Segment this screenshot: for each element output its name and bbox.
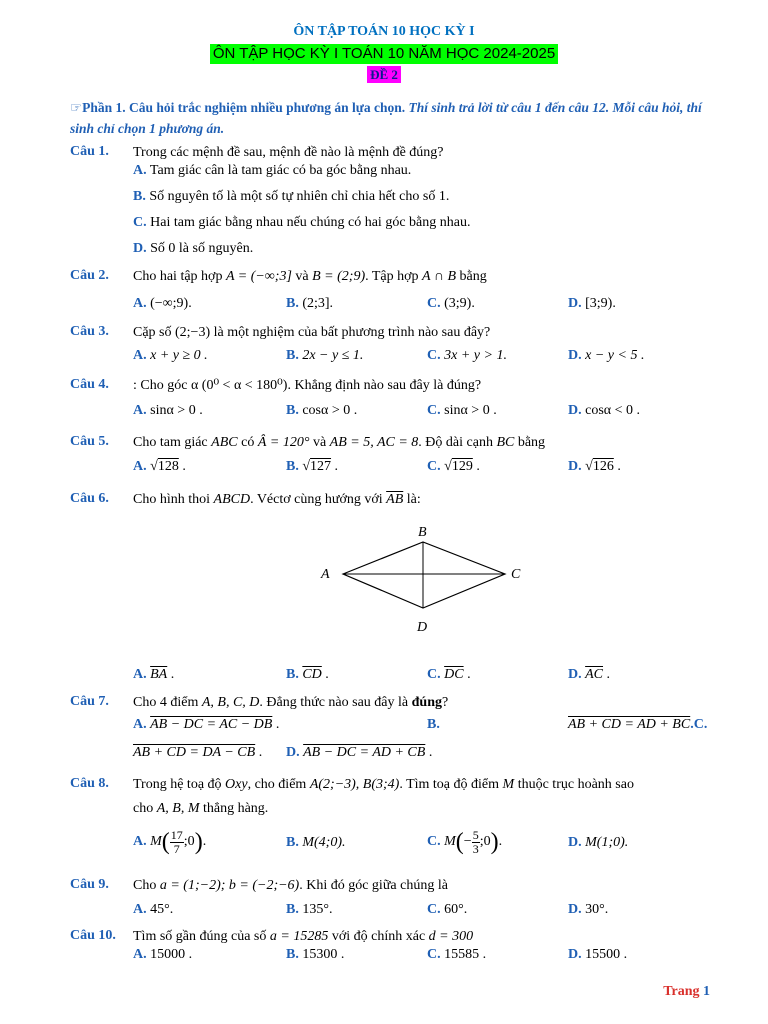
q8-option-a[interactable]: A. M( $\frac{17}{7}$ ;0). (133, 827, 207, 856)
doc-title: ÔN TẬP TOÁN 10 HỌC KỲ I (293, 24, 475, 39)
q3-option-d[interactable]: D. x − y < 5 . (568, 348, 645, 363)
rhombus-diagram (315, 520, 535, 640)
part-heading: Phần 1. Câu hỏi trắc nghiệm nhiều phương án lựa chọn. (82, 100, 406, 115)
q8-option-c[interactable]: C. M(− $\frac{5}{3}$ ;0). (427, 827, 503, 856)
q4-option-d[interactable]: D. cosα < 0 . (568, 403, 641, 418)
q9-label: Câu 9. (70, 877, 109, 892)
q10-option-d[interactable]: D. 15500 . (568, 947, 628, 962)
q2-option-b[interactable]: B. (2;3]. (286, 296, 334, 311)
q2-label: Câu 2. (70, 268, 109, 283)
q7-option-d[interactable]: D. AB − DC = AD + CB . (286, 745, 433, 760)
q7-option-a[interactable]: A. AB − DC = AC − DB . (133, 717, 280, 732)
q7-text: Cho 4 điểm A, B, C, D. Đẳng thức nào sau đây là đúng? (133, 695, 449, 710)
q4-label: Câu 4. (70, 377, 109, 392)
page-number: Trang 1 (663, 984, 710, 999)
q8-option-d[interactable]: D. M(1;0). (568, 835, 629, 850)
q5-option-b[interactable]: B. √127 . (286, 459, 339, 474)
q3-option-a[interactable]: A. x + y ≥ 0 . (133, 348, 208, 363)
q4-option-c[interactable]: C. sinα > 0 . (427, 403, 497, 418)
rhombus-shape (343, 542, 505, 608)
q7-option-c[interactable]: AB + CD = DA − CB . (133, 745, 263, 760)
part-instruction: Thí sinh trả lời từ câu 1 đến câu 12. Mỗi câu hỏi, thí sinh chỉ chọn 1 phương án. (70, 100, 702, 136)
q2-option-a[interactable]: A. (−∞;9). (133, 296, 192, 311)
q4-text: : Cho góc α (0⁰ < α < 180⁰). Khẳng định nào sau đây là đúng? (133, 378, 482, 393)
q5-option-a[interactable]: A. √128 . (133, 459, 186, 474)
q6-option-c[interactable]: C. $\overline{DC}$ . (427, 667, 471, 682)
q8-option-b[interactable]: B. M(4;0). (286, 835, 346, 850)
q1-label: Câu 1. (70, 144, 109, 159)
q4-option-a[interactable]: A. sinα > 0 . (133, 403, 203, 418)
q9-option-d[interactable]: D. 30°. (568, 902, 609, 917)
exam-code: ĐỀ 2 (367, 66, 401, 83)
q3-option-b[interactable]: B. 2x − y ≤ 1. (286, 348, 364, 363)
q2-text: Cho hai tập hợp A = (−∞;3] và B = (2;9). Tập hợp A ∩ B bằng (133, 269, 487, 284)
q6-option-a[interactable]: A. $\overline{BA}$ . (133, 667, 175, 682)
pointing-hand-icon: ☞ (70, 100, 83, 115)
q4-option-b[interactable]: B. cosα > 0 . (286, 403, 358, 418)
q10-option-c[interactable]: C. 15585 . (427, 947, 487, 962)
q9-text: Cho a = (1;−2); b = (−2;−6). Khi đó góc giữa chúng là (133, 878, 448, 893)
q2-option-d[interactable]: D. [3;9). (568, 296, 616, 311)
q1-option-b[interactable]: B. Số nguyên tố là một số tự nhiên chỉ chia hết cho số 1. (133, 189, 450, 204)
q8-text-line2: cho A, B, M thẳng hàng. (133, 801, 269, 816)
q7-option-b-label[interactable]: B. (427, 717, 440, 732)
q10-option-b[interactable]: B. 15300 . (286, 947, 345, 962)
q7-label: Câu 7. (70, 694, 109, 709)
q5-option-d[interactable]: D. √126 . (568, 459, 621, 474)
q6-option-b[interactable]: B. $\overline{CD}$ . (286, 667, 329, 682)
vertex-label-b: B (418, 525, 427, 540)
q3-label: Câu 3. (70, 324, 109, 339)
q6-text: Cho hình thoi ABCD. Véctơ cùng hướng với $\overline{AB}$ là: (133, 492, 421, 507)
q3-option-c[interactable]: C. 3x + y > 1. (427, 348, 507, 363)
q8-label: Câu 8. (70, 776, 109, 791)
q5-text: Cho tam giác ABC có Â = 120° và AB = 5, AC = 8. Độ dài cạnh BC bằng (133, 435, 546, 450)
q1-option-a[interactable]: A. Tam giác cân là tam giác có ba góc bằng nhau. (133, 163, 412, 178)
q7-option-b[interactable]: AB + CD = AD + BC.C. (568, 717, 708, 732)
q5-label: Câu 5. (70, 434, 109, 449)
q10-option-a[interactable]: A. 15000 . (133, 947, 193, 962)
q6-option-d[interactable]: D. $\overline{AC}$ . (568, 667, 611, 682)
doc-subtitle: ÔN TẬP HỌC KỲ I TOÁN 10 NĂM HỌC 2024-2025 (210, 44, 558, 64)
q1-option-c[interactable]: C. Hai tam giác bằng nhau nếu chúng có hai góc bằng nhau. (133, 215, 471, 230)
q2-option-c[interactable]: C. (3;9). (427, 296, 475, 311)
q5-option-c[interactable]: C. √129 . (427, 459, 480, 474)
part-intro (70, 97, 714, 139)
vertex-label-d: D (417, 620, 428, 635)
q10-label: Câu 10. (70, 928, 116, 943)
vertex-label-c: C (511, 567, 521, 582)
q9-option-a[interactable]: A. 45°. (133, 902, 174, 917)
q8-text-line1: Trong hệ toạ độ Oxy, cho điểm A(2;−3), B(3;4). Tìm toạ độ điểm M thuộc trục hoành sao (133, 777, 634, 792)
q9-option-c[interactable]: C. 60°. (427, 902, 468, 917)
q1-option-d[interactable]: D. Số 0 là số nguyên. (133, 241, 254, 256)
vertex-label-a: A (321, 567, 330, 582)
q3-text: Cặp số (2;−3) là một nghiệm của bất phương trình nào sau đây? (133, 325, 491, 340)
q10-text: Tìm số gần đúng của số a = 15285 với độ chính xác d = 300 (133, 929, 474, 944)
q9-option-b[interactable]: B. 135°. (286, 902, 333, 917)
q6-label: Câu 6. (70, 491, 109, 506)
q1-text: Trong các mệnh đề sau, mệnh đề nào là mệnh đề đúng? (133, 145, 444, 160)
